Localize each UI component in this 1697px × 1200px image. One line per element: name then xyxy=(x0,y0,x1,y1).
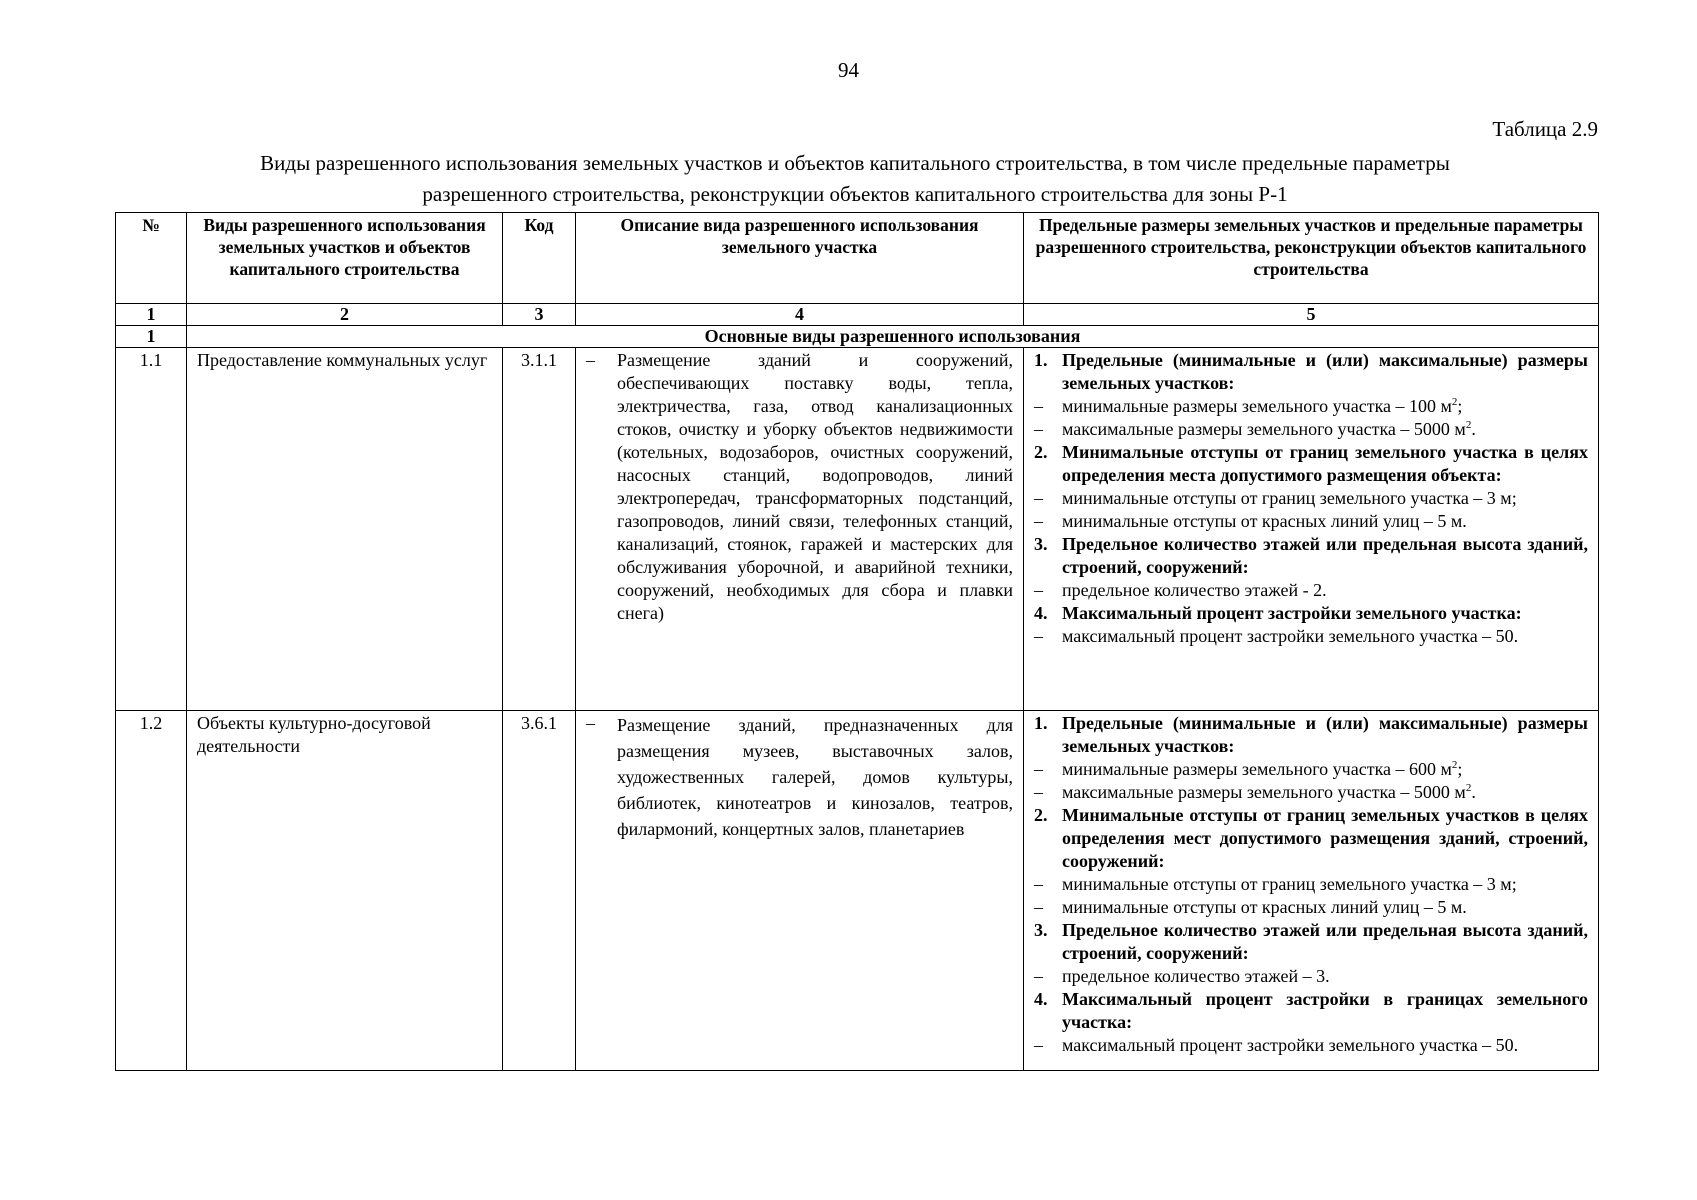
row-number: 1.1 xyxy=(116,348,187,711)
limit-heading xyxy=(1034,441,1588,487)
dash-marker: – xyxy=(1034,419,1043,439)
limit-text: максимальные размеры земельного участка – 5000 м xyxy=(1062,419,1466,439)
dash-marker: – xyxy=(1034,897,1043,917)
header-limits: Предельные размеры земельных участков и предельные параметры разрешенного строительства, реконструкции объектов капитального строительства xyxy=(1024,213,1599,304)
limit-text: максимальный процент застройки земельного участка – 50. xyxy=(1062,1035,1519,1055)
row-limits xyxy=(1024,711,1599,1071)
header-row xyxy=(116,213,1599,304)
header-description: Описание вида разрешенного использования земельного участка xyxy=(576,213,1024,304)
row-limits xyxy=(1024,348,1599,711)
limit-heading-text: Предельное количество этажей или предельная высота зданий, строений, сооружений: xyxy=(1062,920,1588,963)
caption-line-2: разрешенного строительства, реконструкции объектов капитального строительства для зоны Р-1 xyxy=(422,182,1288,206)
permitted-use-table xyxy=(115,212,1599,1071)
list-number: 4. xyxy=(1034,989,1048,1009)
column-number: 4 xyxy=(576,304,1024,326)
table-row xyxy=(116,348,1599,711)
limit-heading-text: Минимальные отступы от границ земельного участка в целях определения места допустимого размещения объекта: xyxy=(1062,442,1588,485)
limit-heading xyxy=(1034,602,1588,625)
limit-item xyxy=(1034,896,1588,919)
limit-text: предельное количество этажей – 3. xyxy=(1062,966,1330,986)
row-description-cell xyxy=(576,348,1024,711)
limit-heading-text: Максимальный процент застройки земельного участка: xyxy=(1062,603,1522,623)
limit-text: минимальные отступы от красных линий улиц – 5 м. xyxy=(1062,897,1467,917)
column-number: 5 xyxy=(1024,304,1599,326)
limit-heading-text: Максимальный процент застройки в границах земельного участка: xyxy=(1062,989,1588,1032)
limit-item xyxy=(1034,965,1588,988)
limit-item xyxy=(1034,1034,1588,1057)
limit-text: предельное количество этажей - 2. xyxy=(1062,580,1327,600)
row-description-cell xyxy=(576,711,1024,1071)
limit-heading-text: Предельные (минимальные и (или) максимальные) размеры земельных участков: xyxy=(1062,350,1588,393)
limit-item xyxy=(1034,625,1588,648)
limit-heading xyxy=(1034,988,1588,1034)
table-caption xyxy=(115,148,1595,210)
dash-marker: – xyxy=(1034,580,1043,600)
superscript: 2 xyxy=(1465,419,1472,431)
column-number-row xyxy=(116,304,1599,326)
row-code: 3.1.1 xyxy=(503,348,576,711)
limit-heading xyxy=(1034,712,1588,758)
limit-text: максимальный процент застройки земельного участка – 50. xyxy=(1062,626,1519,646)
description-text: Размещение зданий, предназначенных для размещения музеев, выставочных залов, художественных галерей, домов культуры, библиотек, кинотеатров и кинозалов, театров, филармоний, концертных залов, планетариев xyxy=(617,715,1013,839)
row-use-type: Объекты культурно-досуговой деятельности xyxy=(187,711,503,1071)
row-number: 1.2 xyxy=(116,711,187,1071)
limit-heading-text: Минимальные отступы от границ земельных участков в целях определения мест допустимого размещения зданий, строений, сооружений: xyxy=(1062,805,1588,871)
page-number: 94 xyxy=(838,58,859,82)
dash-marker: – xyxy=(1034,966,1043,986)
limit-text: минимальные отступы от границ земельного участка – 3 м; xyxy=(1062,874,1517,894)
limit-heading xyxy=(1034,349,1588,395)
section-title: Основные виды разрешенного использования xyxy=(187,326,1599,348)
limit-heading xyxy=(1034,919,1588,965)
limit-heading xyxy=(1034,804,1588,873)
limit-text-end: . xyxy=(1471,419,1476,439)
header-code: Код xyxy=(503,213,576,304)
limit-item xyxy=(1034,487,1588,510)
list-number: 3. xyxy=(1034,920,1048,940)
limit-text: минимальные размеры земельного участка – 100 м xyxy=(1062,396,1452,416)
limit-item xyxy=(1034,510,1588,533)
list-number: 2. xyxy=(1034,805,1048,825)
header-type: Виды разрешенного использования земельных участков и объектов капитального строительства xyxy=(187,213,503,304)
dash-marker: – xyxy=(586,713,595,733)
limit-item xyxy=(1034,418,1588,441)
dash-marker: – xyxy=(1034,782,1043,802)
limit-item xyxy=(1034,873,1588,896)
dash-marker: – xyxy=(1034,874,1043,894)
dash-marker: – xyxy=(1034,511,1043,531)
list-number: 1. xyxy=(1034,350,1048,370)
superscript: 2 xyxy=(1451,396,1458,408)
limit-item xyxy=(1034,395,1588,418)
limit-heading xyxy=(1034,533,1588,579)
row-description xyxy=(586,712,1013,842)
row-use-type: Предоставление коммунальных услуг xyxy=(187,348,503,711)
list-number: 1. xyxy=(1034,713,1048,733)
dash-marker: – xyxy=(1034,626,1043,646)
column-number: 3 xyxy=(503,304,576,326)
list-number: 2. xyxy=(1034,442,1048,462)
limit-text: максимальные размеры земельного участка – 5000 м xyxy=(1062,782,1466,802)
description-text: Размещение зданий и сооружений, обеспечивающих поставку воды, тепла, электричества, газа, отвод канализационных стоков, очистку и уборку объектов недвижимости (котельных, водозаборов, очистных сооружений, насосных станций, водопроводов, линий электропередач, трансформаторных подстанций, газопроводов, линий связи, телефонных станций, канализаций, стоянок, гаражей и мастерских для обслуживания уборочной, и аварийной техники, сооружений, необходимых для сбора и плавки снега) xyxy=(617,350,1013,623)
superscript: 2 xyxy=(1451,759,1458,771)
limit-heading-text: Предельное количество этажей или предельная высота зданий, строений, сооружений: xyxy=(1062,534,1588,577)
limit-item xyxy=(1034,781,1588,804)
limit-text: минимальные размеры земельного участка – 600 м xyxy=(1062,759,1452,779)
dash-marker: – xyxy=(586,350,595,370)
limit-item xyxy=(1034,758,1588,781)
list-number: 4. xyxy=(1034,603,1048,623)
section-number: 1 xyxy=(116,326,187,348)
section-row xyxy=(116,326,1599,348)
limit-text: минимальные отступы от красных линий улиц – 5 м. xyxy=(1062,511,1467,531)
dash-marker: – xyxy=(1034,1035,1043,1055)
limit-text-end: ; xyxy=(1457,396,1463,416)
row-code: 3.6.1 xyxy=(503,711,576,1071)
row-description xyxy=(586,349,1013,625)
limit-text-end: . xyxy=(1471,782,1476,802)
dash-marker: – xyxy=(1034,396,1043,416)
limit-text: минимальные отступы от границ земельного участка – 3 м; xyxy=(1062,488,1517,508)
superscript: 2 xyxy=(1465,782,1472,794)
column-number: 2 xyxy=(187,304,503,326)
limit-text-end: ; xyxy=(1457,759,1463,779)
limit-item xyxy=(1034,579,1588,602)
header-no: № xyxy=(116,213,187,304)
caption-line-1: Виды разрешенного использования земельных участков и объектов капитального строительства, в том числе предельные параметры xyxy=(260,151,1450,175)
dash-marker: – xyxy=(1034,759,1043,779)
list-number: 3. xyxy=(1034,534,1048,554)
table-row xyxy=(116,711,1599,1071)
dash-marker: – xyxy=(1034,488,1043,508)
limit-heading-text: Предельные (минимальные и (или) максимальные) размеры земельных участков: xyxy=(1062,713,1588,756)
column-number: 1 xyxy=(116,304,187,326)
table-label: Таблица 2.9 xyxy=(1492,117,1598,141)
